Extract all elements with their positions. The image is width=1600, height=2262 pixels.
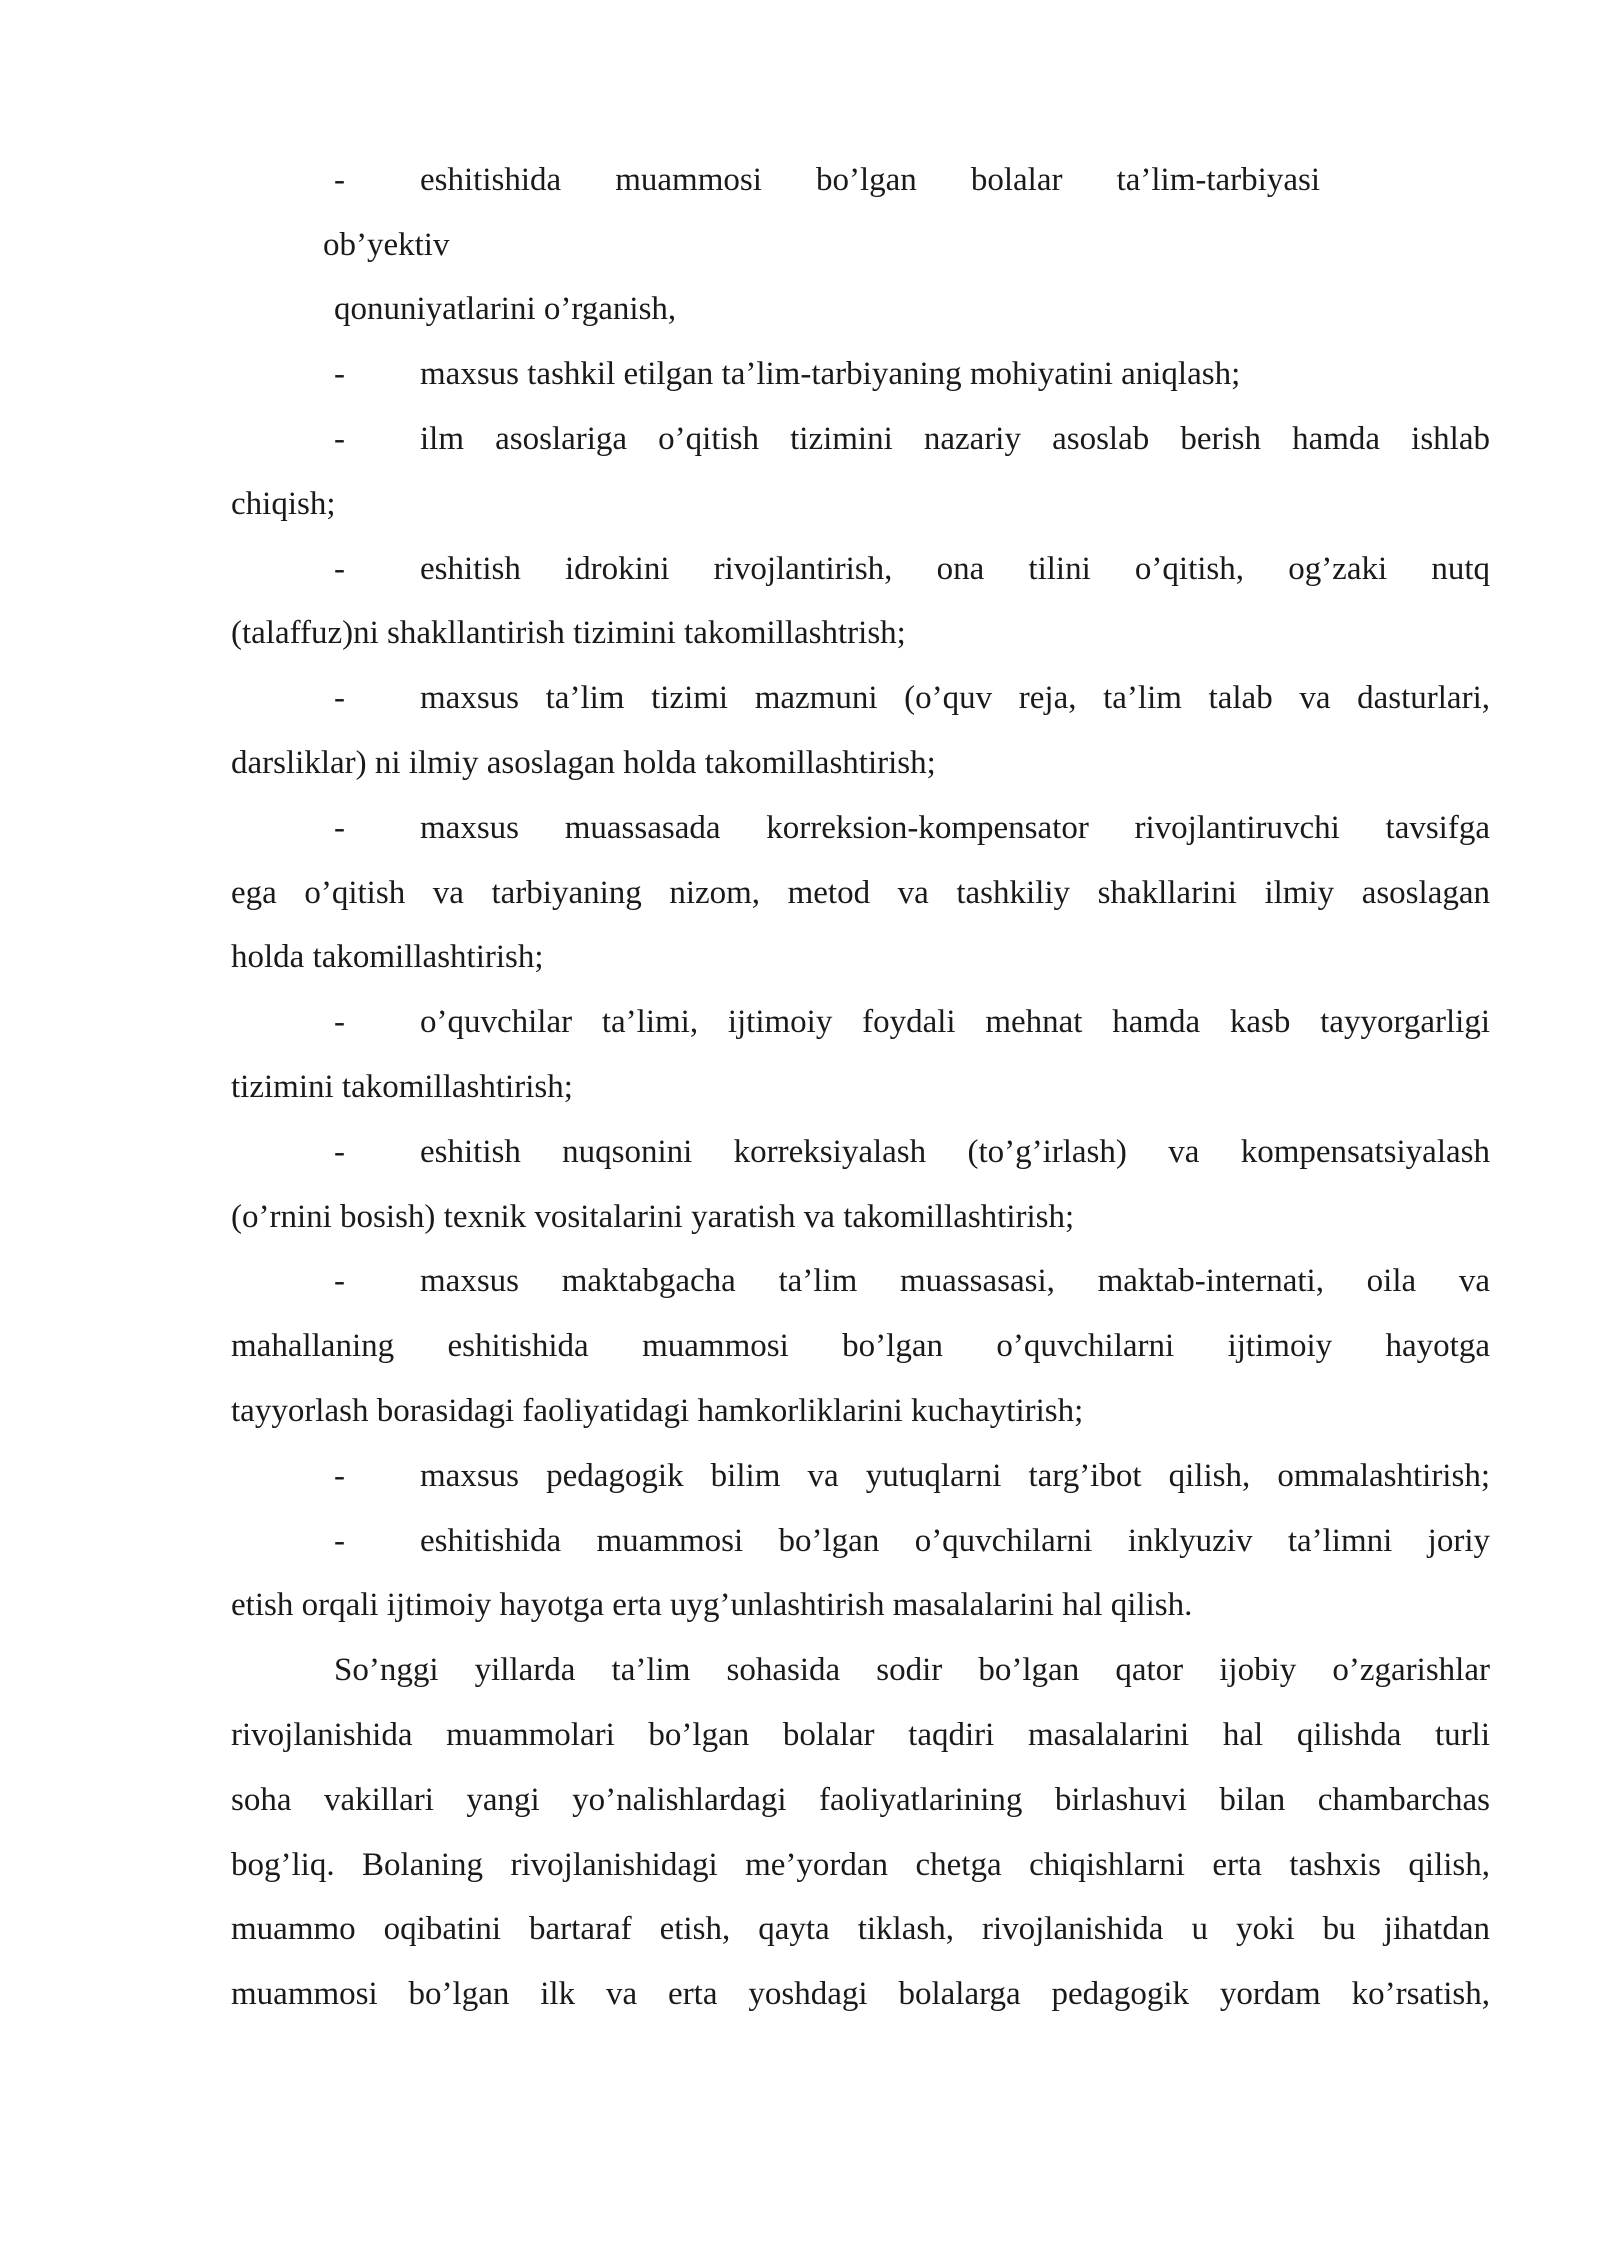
bullet-1-line-3: qonuniyatlarini o’rganish, — [334, 291, 677, 327]
bullet-9-line-3: tayyorlash borasidagi faoliyatidagi hamkorliklarini kuchaytirish; — [231, 1393, 1084, 1429]
bullet-5-line-2: darsliklar) ni ilmiy asoslagan holda takomillashtirish; — [231, 745, 936, 781]
bullet-7-line-1: o’quvchilar ta’limi, ijtimoiy foydali mehnat hamda kasb tayyorgarligi — [420, 1004, 1490, 1040]
bullet-11-line-1: eshitishida muammosi bo’lgan o’quvchilarni inklyuziv ta’limni joriy — [420, 1523, 1490, 1559]
bullet-1-line-1: eshitishida muammosi bo’lgan bolalar ta’lim-tarbiyasi — [420, 162, 1320, 198]
bullet-10-line-1: maxsus pedagogik bilim va yutuqlarni targ’ibot qilish, ommalashtirish; — [420, 1458, 1490, 1494]
bullet-marker: - — [334, 356, 345, 392]
bullet-8-line-1: eshitish nuqsonini korreksiyalash (to’g’irlash) va kompensatsiyalash — [420, 1134, 1490, 1170]
bullet-11-line-2: etish orqali ijtimoiy hayotga erta uyg’unlashtirish masalalarini hal qilish. — [231, 1587, 1193, 1623]
bullet-marker: - — [334, 162, 345, 198]
paragraph-line-4: bog’liq. Bolaning rivojlanishidagi me’yordan chetga chiqishlarni erta tashxis qilish, — [231, 1847, 1490, 1883]
bullet-marker: - — [334, 810, 345, 846]
bullet-1-line-2: ob’yektiv — [323, 227, 450, 263]
bullet-4-line-1: eshitish idrokini rivojlantirish, ona tilini o’qitish, og’zaki nutq — [420, 551, 1490, 587]
bullet-marker: - — [334, 1458, 345, 1494]
bullet-3-line-2: chiqish; — [231, 486, 336, 522]
bullet-marker: - — [334, 1004, 345, 1040]
bullet-marker: - — [334, 1263, 345, 1299]
bullet-marker: - — [334, 421, 345, 457]
bullet-6-line-1: maxsus muassasada korreksion-kompensator rivojlantiruvchi tavsifga — [420, 810, 1490, 846]
bullet-9-line-1: maxsus maktabgacha ta’lim muassasasi, maktab-internati, oila va — [420, 1263, 1490, 1299]
bullet-7-line-2: tizimini takomillashtirish; — [231, 1069, 573, 1105]
bullet-4-line-2: (talaffuz)ni shakllantirish tizimini takomillashtrish; — [231, 615, 906, 651]
bullet-marker: - — [334, 1523, 345, 1559]
bullet-2-line-1: maxsus tashkil etilgan ta’lim-tarbiyaning mohiyatini aniqlash; — [420, 356, 1241, 392]
paragraph-line-6: muammosi bo’lgan ilk va erta yoshdagi bolalarga pedagogik yordam ko’rsatish, — [231, 1976, 1490, 2012]
bullet-5-line-1: maxsus ta’lim tizimi mazmuni (o’quv reja, ta’lim talab va dasturlari, — [420, 680, 1490, 716]
paragraph-line-3: soha vakillari yangi yo’nalishlardagi faoliyatlarining birlashuvi bilan chambarchas — [231, 1782, 1490, 1818]
paragraph-line-1: So’nggi yillarda ta’lim sohasida sodir bo’lgan qator ijobiy o’zgarishlar — [334, 1652, 1490, 1688]
paragraph-line-2: rivojlanishida muammolari bo’lgan bolalar taqdiri masalalarini hal qilishda turli — [231, 1717, 1490, 1753]
bullet-marker: - — [334, 680, 345, 716]
bullet-8-line-2: (o’rnini bosish) texnik vositalarini yaratish va takomillashtirish; — [231, 1199, 1075, 1235]
bullet-6-line-2: ega o’qitish va tarbiyaning nizom, metod va tashkiliy shakllarini ilmiy asoslagan — [231, 875, 1490, 911]
bullet-9-line-2: mahallaning eshitishida muammosi bo’lgan o’quvchilarni ijtimoiy hayotga — [231, 1328, 1490, 1364]
bullet-marker: - — [334, 551, 345, 587]
bullet-marker: - — [334, 1134, 345, 1170]
bullet-3-line-1: ilm asoslariga o’qitish tizimini nazariy asoslab berish hamda ishlab — [420, 421, 1490, 457]
paragraph-line-5: muammo oqibatini bartaraf etish, qayta tiklash, rivojlanishida u yoki bu jihatdan — [231, 1911, 1490, 1947]
bullet-6-line-3: holda takomillashtirish; — [231, 939, 544, 975]
